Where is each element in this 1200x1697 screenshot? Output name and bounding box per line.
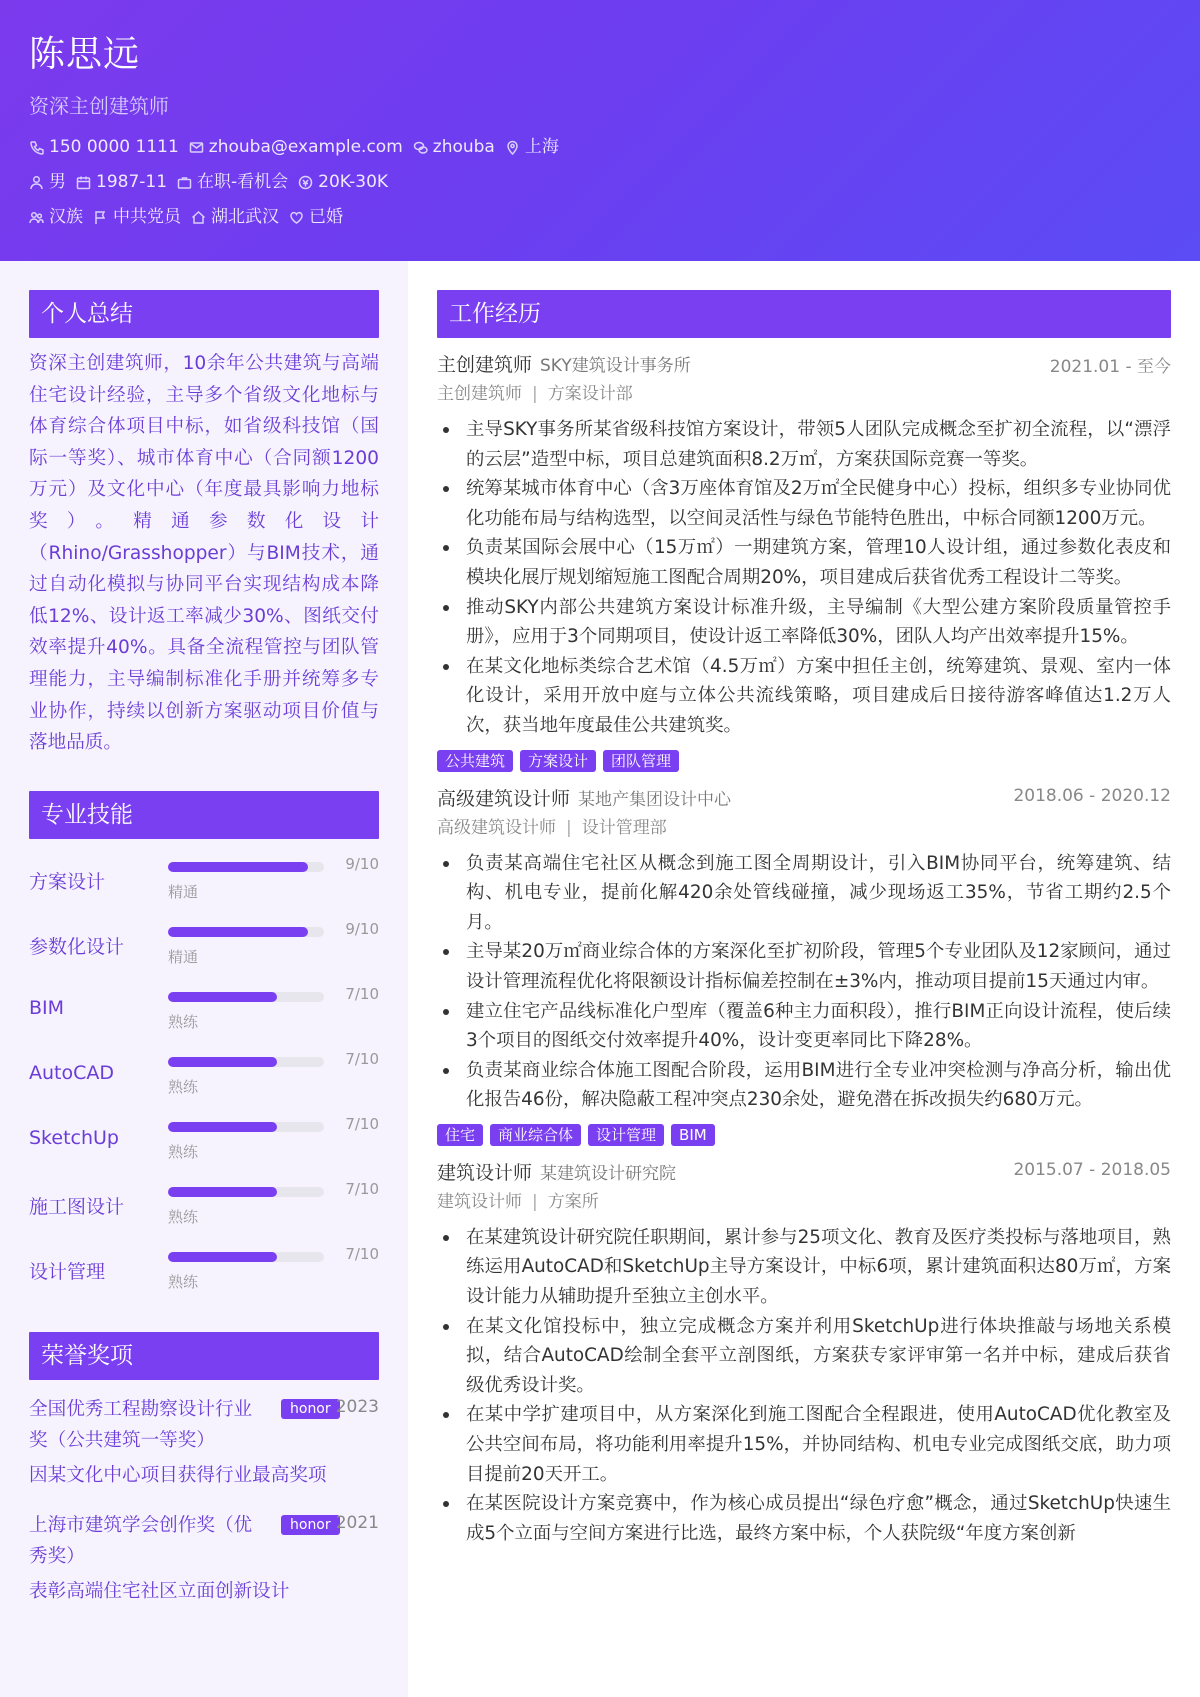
skill-item xyxy=(29,985,379,1050)
personal-row xyxy=(29,170,1171,194)
skill-bar xyxy=(168,862,324,872)
info-text: 湖北武汉 xyxy=(211,207,279,227)
job-role: 主创建筑师 xyxy=(437,354,533,376)
job-header xyxy=(437,784,1171,810)
honor-item xyxy=(29,1394,379,1492)
bullet-item: 负责某高端住宅社区从概念到施工图全周期设计，引入BIM协同平台，统筹建筑、结构、机电专业，提前化解420余处管线碰撞，减少现场返工35%，节省工期约2.5个月。 xyxy=(466,849,1171,938)
honor-badge: honor xyxy=(281,1399,340,1419)
calendar-icon xyxy=(76,175,91,190)
bullet-item: 在某文化地标类综合艺术馆（4.5万㎡）方案中担任主创，统筹建筑、景观、室内一体化设计，采用开放中庭与立体公共流线策略，项目建成后日接待游客峰值达1.2万人次，获当地年度最佳公共建筑奖。 xyxy=(466,652,1171,741)
skill-name: 设计管理 xyxy=(29,1260,106,1283)
tag: 团队管理 xyxy=(603,750,679,772)
skill-bar xyxy=(168,1057,324,1067)
info-item xyxy=(289,205,343,229)
skill-bar xyxy=(168,1187,324,1197)
honor-list xyxy=(29,1394,379,1608)
info-text: 男 xyxy=(49,172,66,192)
skill-level: 精通 xyxy=(168,882,199,901)
info-item xyxy=(298,170,388,194)
skill-item xyxy=(29,855,379,920)
flag-icon xyxy=(93,210,108,225)
skill-bar-fill xyxy=(168,992,277,1002)
skill-level: 熟练 xyxy=(168,1077,199,1096)
info-text: 150 0000 1111 xyxy=(49,137,179,157)
info-text: zhouba xyxy=(432,137,495,157)
background-row xyxy=(29,205,1171,229)
skill-bar-fill xyxy=(168,1057,277,1067)
skill-bar-fill xyxy=(168,1122,277,1132)
honor-name: 全国优秀工程勘察设计行业奖（公共建筑一等奖） xyxy=(29,1398,253,1451)
job-header xyxy=(437,1158,1171,1184)
money-icon xyxy=(298,175,313,190)
skill-bar xyxy=(168,992,324,1002)
skill-bar xyxy=(168,1122,324,1132)
info-text: 20K-30K xyxy=(318,172,389,192)
tag: 商业综合体 xyxy=(490,1124,581,1146)
info-text: 中共党员 xyxy=(113,207,181,227)
info-item xyxy=(29,170,66,194)
job-position: 高级建筑设计师 xyxy=(437,817,556,838)
skill-item xyxy=(29,1180,379,1245)
info-text: 已婚 xyxy=(309,207,343,227)
honor-badge: honor xyxy=(281,1515,340,1535)
skill-level: 熟练 xyxy=(168,1142,199,1161)
skill-score: 9/10 xyxy=(345,854,379,873)
skill-item xyxy=(29,1115,379,1180)
info-item xyxy=(29,205,83,229)
info-text: 汉族 xyxy=(49,207,83,227)
skill-bar-fill xyxy=(168,862,308,872)
info-text: 上海 xyxy=(524,137,559,157)
info-item xyxy=(189,135,403,159)
user-icon xyxy=(29,175,44,190)
job-bullets xyxy=(437,1223,1171,1549)
briefcase-icon xyxy=(177,175,192,190)
skill-name: 施工图设计 xyxy=(29,1195,125,1218)
skill-name: SketchUp xyxy=(29,1126,119,1149)
summary-section-title: 个人总结 xyxy=(29,290,379,338)
skill-bar-fill xyxy=(168,1252,277,1262)
bullet-item: 负责某国际会展中心（15万㎡）一期建筑方案，管理10人设计组，通过参数化表皮和模块化展厅规划缩短施工图配合周期20%，项目建成后获省优秀工程设计二等奖。 xyxy=(466,533,1171,592)
skill-score: 7/10 xyxy=(345,1244,379,1263)
tag: 公共建筑 xyxy=(437,750,513,772)
skill-score: 9/10 xyxy=(345,919,379,938)
heart-icon xyxy=(289,210,304,225)
job-date: 2015.07 - 2018.05 xyxy=(1013,1159,1171,1180)
info-item xyxy=(191,205,279,229)
resume-header xyxy=(0,0,1200,261)
job-bullets xyxy=(437,415,1171,741)
skill-score: 7/10 xyxy=(345,1049,379,1068)
skill-list xyxy=(29,855,379,1310)
skill-score: 7/10 xyxy=(345,1114,379,1133)
wechat-icon xyxy=(413,140,428,155)
skill-bar-fill xyxy=(168,1187,277,1197)
tag: 设计管理 xyxy=(588,1124,664,1146)
skill-score: 7/10 xyxy=(345,1179,379,1198)
info-item xyxy=(29,135,179,159)
tag: 住宅 xyxy=(437,1124,483,1146)
skill-level: 熟练 xyxy=(168,1272,199,1291)
skill-bar-fill xyxy=(168,927,308,937)
tag: BIM xyxy=(671,1124,715,1146)
contact-row xyxy=(29,135,1171,159)
bullet-item: 在某中学扩建项目中，从方案深化到施工图配合全程跟进，使用AutoCAD优化教室及公共空间布局，将功能利用率提升15%，并协同结构、机电专业完成图纸交底，助力项目提前20天开工。 xyxy=(466,1400,1171,1489)
info-item xyxy=(177,170,288,194)
info-item xyxy=(505,135,559,159)
home-icon xyxy=(191,210,206,225)
skill-level: 熟练 xyxy=(168,1012,199,1031)
skill-name: 参数化设计 xyxy=(29,935,125,958)
job-company: 某建筑设计研究院 xyxy=(540,1163,677,1184)
job-role: 建筑设计师 xyxy=(437,1161,533,1184)
bullet-item: 主导某20万㎡商业综合体的方案深化至扩初阶段，管理5个专业团队及12家顾问，通过设计管理流程优化将限额设计指标偏差控制在±3%内，推动项目提前15天通过内审。 xyxy=(466,937,1171,996)
job-entry xyxy=(437,350,1171,772)
honor-description: 表彰高端住宅社区立面创新设计 xyxy=(29,1580,290,1602)
info-item xyxy=(76,170,167,194)
skills-section-title: 专业技能 xyxy=(29,791,379,839)
candidate-name: 陈思远 xyxy=(29,34,141,75)
separator: | xyxy=(566,817,572,838)
job-company: SKY建筑设计事务所 xyxy=(540,356,691,376)
separator: | xyxy=(532,384,538,404)
job-department: 设计管理部 xyxy=(581,817,667,838)
job-entry xyxy=(437,1158,1171,1549)
skill-name: AutoCAD xyxy=(29,1061,115,1084)
bullet-item: 在某文化馆投标中，独立完成概念方案并利用SketchUp进行体块推敲与场地关系模拟，结合AutoCAD绘制全套平立剖图纸，方案获专家评审第一名并中标，建成后获省级优秀设计奖。 xyxy=(466,1312,1171,1401)
info-text: 1987-11 xyxy=(96,172,168,192)
skill-score: 7/10 xyxy=(345,984,379,1003)
phone-icon xyxy=(29,140,44,155)
bullet-item: 推动SKY内部公共建筑方案设计标准升级，主导编制《大型公建方案阶段质量管控手册》，应用于3个同期项目，使设计返工率降低30%，团队人均产出效率提升15%。 xyxy=(466,593,1171,652)
info-item xyxy=(93,205,181,229)
job-entry xyxy=(437,784,1171,1146)
skill-item xyxy=(29,1050,379,1115)
honor-year: 2023 xyxy=(335,1396,379,1417)
skill-bar xyxy=(168,927,324,937)
job-date: 2018.06 - 2020.12 xyxy=(1013,785,1171,806)
job-list xyxy=(437,350,1171,1548)
job-subtitle xyxy=(437,816,1171,840)
honor-year: 2021 xyxy=(335,1512,379,1533)
skill-level: 精通 xyxy=(168,947,199,966)
info-text: zhouba@example.com xyxy=(208,137,403,157)
honors-section-title: 荣誉奖项 xyxy=(29,1332,379,1380)
work-section-title: 工作经历 xyxy=(437,290,1171,338)
job-department: 方案设计部 xyxy=(547,384,633,404)
bullet-item: 在某医院设计方案竞赛中，作为核心成员提出“绿色疗愈”概念，通过SketchUp快速生成5个立面与空间方案进行比选，最终方案中标，个人获院级“年度方案创新 xyxy=(466,1489,1171,1548)
candidate-title: 资深主创建筑师 xyxy=(29,94,169,118)
bullet-item: 主导SKY事务所某省级科技馆方案设计，带领5人团队完成概念至扩初全流程，以“漂浮的云层”造型中标，项目总建筑面积8.2万㎡，方案获国际竞赛一等奖。 xyxy=(466,415,1171,474)
job-position: 主创建筑师 xyxy=(437,384,522,404)
skill-name: 方案设计 xyxy=(29,870,106,893)
bullet-item: 在某建筑设计研究院任职期间，累计参与25项文化、教育及医疗类投标与落地项目，熟练运用AutoCAD和SketchUp主导方案设计，中标6项，累计建筑面积达80万㎡，方案设计能力从辅助提升至独立主创水平。 xyxy=(466,1223,1171,1312)
tag: 方案设计 xyxy=(520,750,596,772)
people-icon xyxy=(29,210,44,225)
job-tags xyxy=(437,750,1171,772)
skill-name: BIM xyxy=(29,996,65,1019)
job-date: 2021.01 - 至今 xyxy=(1049,357,1171,377)
honor-description: 因某文化中心项目获得行业最高奖项 xyxy=(29,1464,327,1486)
info-item xyxy=(413,135,495,159)
main-content xyxy=(408,261,1200,1697)
bullet-item: 统筹某城市体育中心（含3万座体育馆及2万㎡全民健身中心）投标，组织多专业协同优化功能布局与结构选型，以空间灵活性与绿色节能特色胜出，中标合同额1200万元。 xyxy=(466,474,1171,533)
job-subtitle xyxy=(437,1190,1171,1214)
job-bullets xyxy=(437,849,1171,1115)
skill-item xyxy=(29,920,379,985)
honor-item xyxy=(29,1510,379,1608)
bullet-item: 负责某商业综合体施工图配合阶段，运用BIM进行全专业冲突检测与净高分析，输出优化报告46份，解决隐蔽工程冲突点230余处，避免潜在拆改损失约680万元。 xyxy=(466,1056,1171,1115)
job-position: 建筑设计师 xyxy=(437,1191,522,1212)
skill-level: 熟练 xyxy=(168,1207,199,1226)
bullet-item: 建立住宅产品线标准化户型库（覆盖6种主力面积段），推行BIM正向设计流程，使后续3个项目的图纸交付效率提升40%，设计变更率同比下降28%。 xyxy=(466,997,1171,1056)
sidebar xyxy=(0,261,408,1697)
location-icon xyxy=(505,140,520,155)
job-subtitle xyxy=(437,382,1171,406)
job-department: 方案所 xyxy=(547,1191,599,1212)
job-tags xyxy=(437,1124,1171,1146)
job-company: 某地产集团设计中心 xyxy=(578,789,732,810)
job-header xyxy=(437,350,1171,376)
summary-text: 资深主创建筑师，10余年公共建筑与高端住宅设计经验，主导多个省级文化地标与体育综合体项目中标，如省级科技馆（国际一等奖）、城市体育中心（合同额1200万元）及文化中心（年度最具影响力地标奖）。精通参数化设计（Rhino/Grasshopper）与BIM技术，通过自动化模拟与协同平台实现结构成本降低12%、设计返工率减少30%、图纸交付效率提升40%。具备全流程管控与团队管理能力，主导编制标准化手册并统筹多专业协作，持续以创新方案驱动项目价值与落地品质。 xyxy=(29,353,379,754)
honor-name: 上海市建筑学会创作奖（优秀奖） xyxy=(29,1514,253,1567)
separator: | xyxy=(532,1191,538,1212)
job-role: 高级建筑设计师 xyxy=(437,787,571,810)
mail-icon xyxy=(189,140,204,155)
info-text: 在职-看机会 xyxy=(197,172,289,192)
skill-bar xyxy=(168,1252,324,1262)
skill-item xyxy=(29,1245,379,1310)
